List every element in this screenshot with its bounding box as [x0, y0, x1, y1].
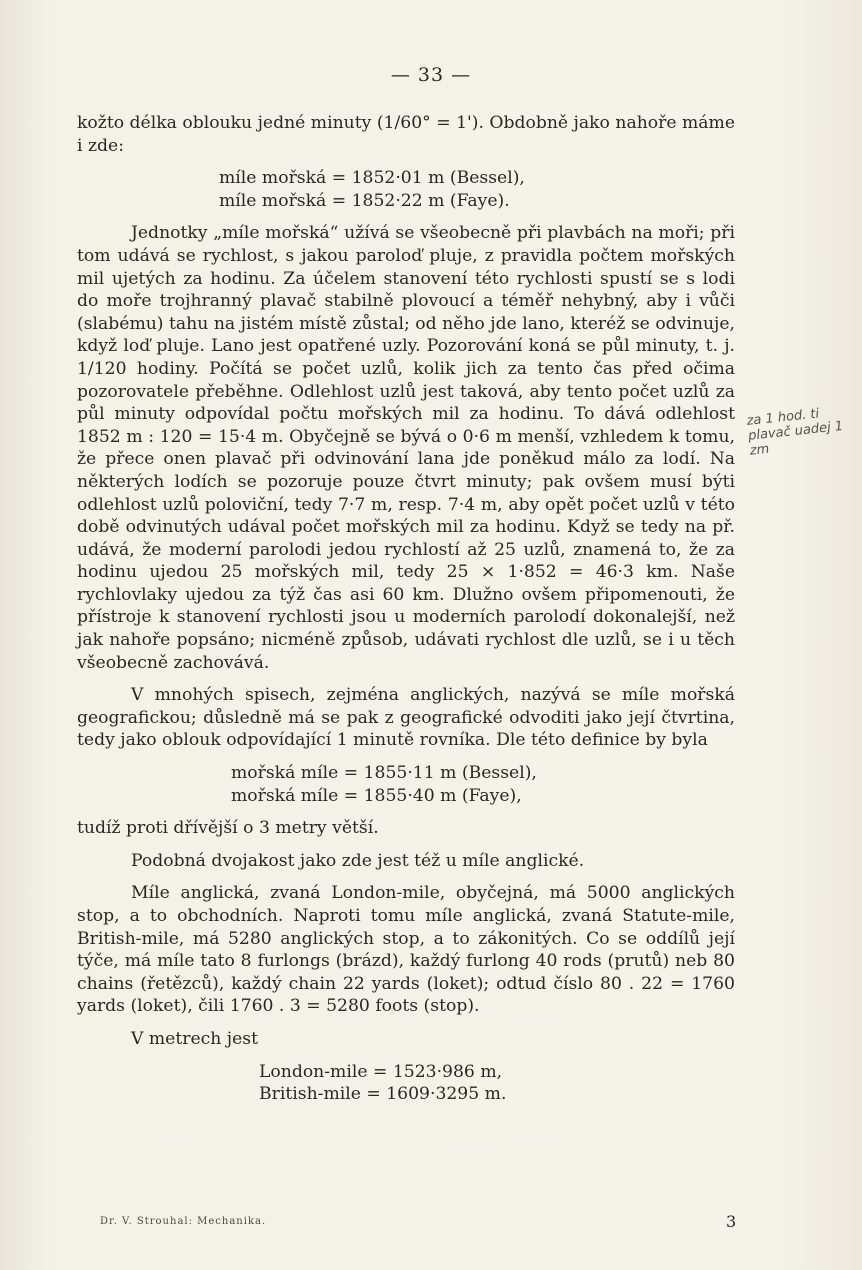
footer-signature-mark: 3 — [726, 1212, 737, 1231]
equation-line: London-mile = 1523·986 m, — [259, 1061, 503, 1082]
handwritten-margin-note: za 1 hod. ti plavač uadej 1 zm — [745, 406, 844, 459]
body-text — [77, 112, 735, 1106]
paragraph: tudíž proti dřívější o 3 metry větší. — [77, 818, 379, 839]
equation-line: British-mile = 1609·3295 m. — [259, 1084, 507, 1105]
page-number: — 33 — — [390, 64, 472, 86]
equation-line: míle mořská = 1852·22 m (Faye). — [219, 190, 510, 211]
footer-author-title: Dr. V. Strouhal: Mechanika. — [100, 1216, 267, 1227]
equation-line: mořská míle = 1855·40 m (Faye), — [231, 785, 522, 806]
paragraph: V mnohých spisech, zejména anglických, nazývá se míle mořská geografickou; důsledně má se pak z geografické odvoditi jako její čtvrtina, tedy jako oblouk odpovídající 1 minutě rovníka. Dle této definice by byla — [77, 685, 735, 751]
paragraph: Podobná dvojakost jako zde jest též u míle anglické. — [131, 850, 585, 871]
paragraph: kožto délka oblouku jedné minuty (1/60° = 1'). Obdobně jako nahoře máme i zde: — [77, 113, 735, 156]
equation-line: mořská míle = 1855·11 m (Bessel), — [231, 763, 537, 784]
paragraph: V metrech jest — [131, 1028, 259, 1049]
equation-line: míle mořská = 1852·01 m (Bessel), — [219, 168, 525, 189]
paragraph: Míle anglická, zvaná London-mile, obyčejná, má 5000 anglických stop, a to obchodních. Naproti tomu míle anglická, zvaná Statute-mile, British-mile, má 5280 anglických stop, a to zákonitých. Co se oddílů její týče, má míle tato 8 furlongs (brázd), každý furlong 40 rods (prutů) neb 80 chains (řetězců), každý chain 22 yards (loket); odtud číslo 80 . 22 = 1760 yards (loket), čili 1760 . 3 = 5280 foots (stop). — [77, 883, 735, 1017]
paragraph: Jednotky „míle mořská“ užívá se všeobecně při plavbách na moři; při tom udává se rychlost, s jakou paroloď pluje, z pravidla počtem mořských mil ujetých za hodinu. Za účelem stanovení této rychlosti spustí se s lodi do moře trojhranný plavač stabilně plovoucí a téměř nehybný, aby i vůči (slabému) tahu na jistém místě zůstal; od něho jde lano, kteréž se odvinuje, když loď pluje. Lano jest opatřené uzly. Pozorování koná se půl minuty, t. j. 1/120 hodiny. Počítá se počet uzlů, kolik jich za tento čas před očima pozorovatele přeběhne. Odlehlost uzlů jest taková, aby tento počet uzlů za půl minuty odpovídal počtu mořských mil za hodinu. To dává odlehlost 1852 m : 120 = 15·4 m. Obyčejně se bývá o 0·6 m menší, vzhledem k tomu, že přece onen plavač při odvinování lana jde poněkud málo za lodí. Na některých lodích se pozoruje pouze čtvrt minuty; pak ovšem musí býti odlehlost uzlů poloviční, tedy 7·7 m, resp. 7·4 m, aby opět počet uzlů v této době odvinutých udával počet mořských mil za hodinu. Když se tedy na př. udává, že moderní parolodi jedou rychlostí až 25 uzlů, znamená to, že za hodinu ujedou 25 mořských mil, tedy 25 × 1·852 = 46·3 km. Naše rychlovlaky ujedou za týž čas asi 60 km. Dlužno ovšem připomenouti, že přístroje k stanovení rychlosti jsou u moderních parolodí dokonalejší, než jak nahoře popsáno; nicméně způsob, udávati rychlost dle uzlů, se i u těch všeobecně zachovává. — [77, 223, 735, 673]
